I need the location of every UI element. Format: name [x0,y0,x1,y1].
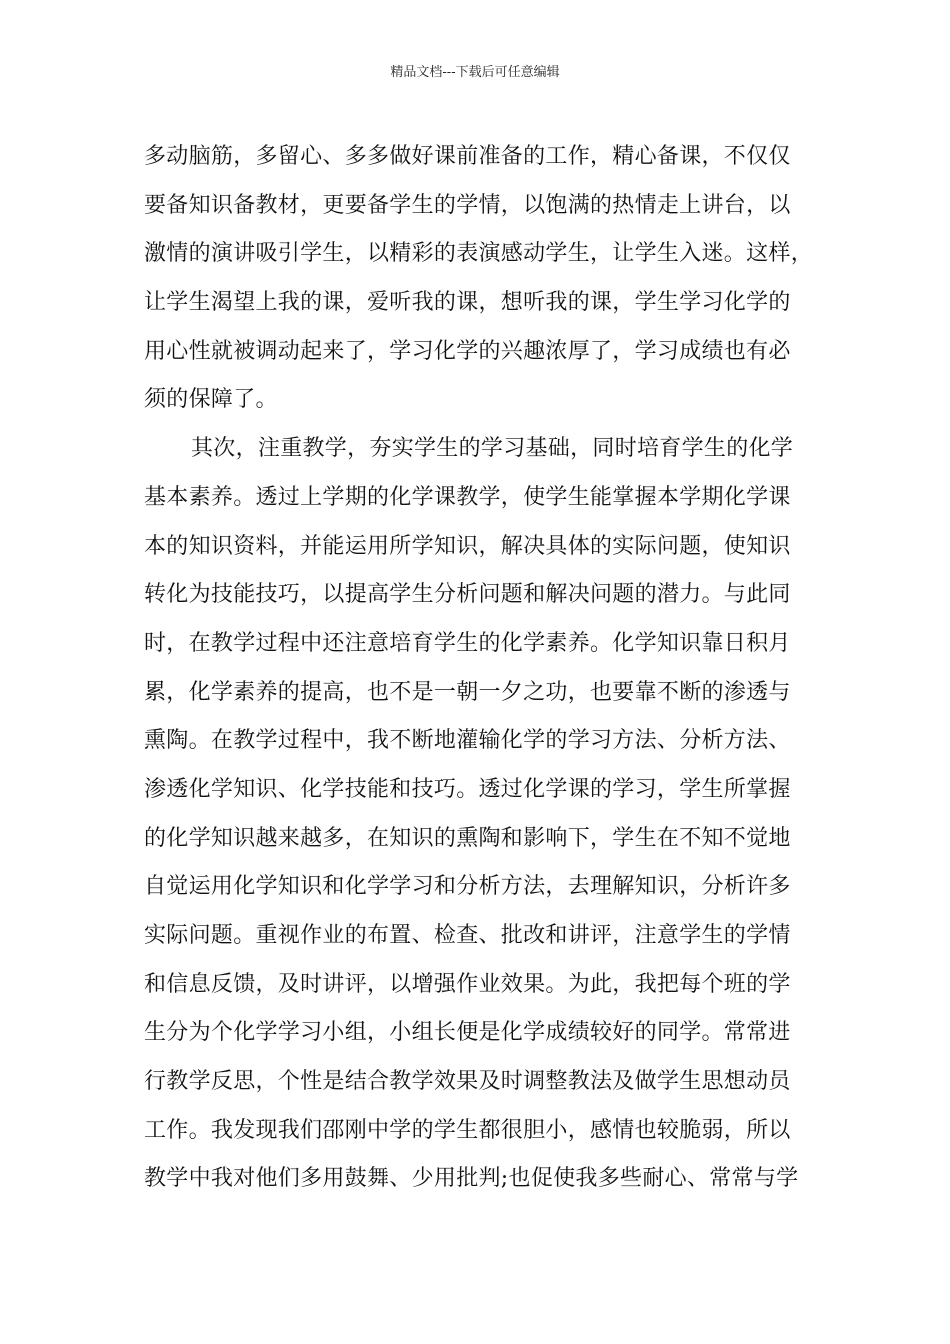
body-text [144,133,824,1204]
text-line: 须的保障了。 [144,387,278,413]
text-line: 累，化学素养的提高，也不是一朝一夕之功，也要靠不断的渗透与 [144,679,791,705]
page-header: 精品文档---下载后可任意编辑 [390,65,560,80]
text-line: 激情的演讲吸引学生，以精彩的表演感动学生，让学生入迷。这样， [144,241,814,267]
text-line: 的化学知识越来越多，在知识的熏陶和影响下，学生在不知不觉地 [144,825,791,851]
text-line: 多动脑筋，多留心、多多做好课前准备的工作，精心备课，不仅仅 [144,144,791,169]
text-line: 工作。我发现我们邵刚中学的学生都很胆小，感情也较脆弱，所以 [144,1117,791,1143]
text-line: 生分为个化学学习小组，小组长便是化学成绩较好的同学。常常进 [144,1020,791,1046]
text-line: 渗透化学知识、化学技能和技巧。透过化学课的学习，学生所掌握 [144,776,791,802]
text-line: 要备知识备教材，更要备学生的学情，以饱满的热情走上讲台，以 [144,192,791,218]
text-line: 行教学反思，个性是结合教学效果及时调整教法及做学生思想动员 [144,1069,791,1095]
text-line: 教学中我对他们多用鼓舞、少用批判;也促使我多些耐心、常常与学 [144,1166,799,1192]
text-line: 实际问题。重视作业的布置、检查、批改和讲评，注意学生的学情 [144,923,791,948]
text-line: 熏陶。在教学过程中，我不断地灌输化学的学习方法、分析方法、 [144,728,791,754]
text-line: 转化为技能技巧，以提高学生分析问题和解决问题的潜力。与此同 [144,582,791,608]
paragraph-start-line: 其次，注重教学，夯实学生的学习基础，同时培育学生的化学 [191,436,794,462]
text-line: 本的知识资料，并能运用所学知识，解决具体的实际问题，使知识 [144,533,791,559]
text-line: 和信息反馈，及时讲评，以增强作业效果。为此，我把每个班的学 [144,971,791,997]
text-line: 让学生渴望上我的课，爱听我的课，想听我的课，学生学习化学的 [144,290,791,316]
text-line: 基本素养。透过上学期的化学课教学，使学生能掌握本学期化学课 [144,484,791,510]
text-line: 用心性就被调动起来了，学习化学的兴趣浓厚了，学习成绩也有必 [144,338,791,364]
text-line: 时，在教学过程中还注意培育学生的化学素养。化学知识靠日积月 [144,630,791,656]
text-line: 自觉运用化学知识和化学学习和分析方法，去理解知识，分析许多 [144,874,791,900]
